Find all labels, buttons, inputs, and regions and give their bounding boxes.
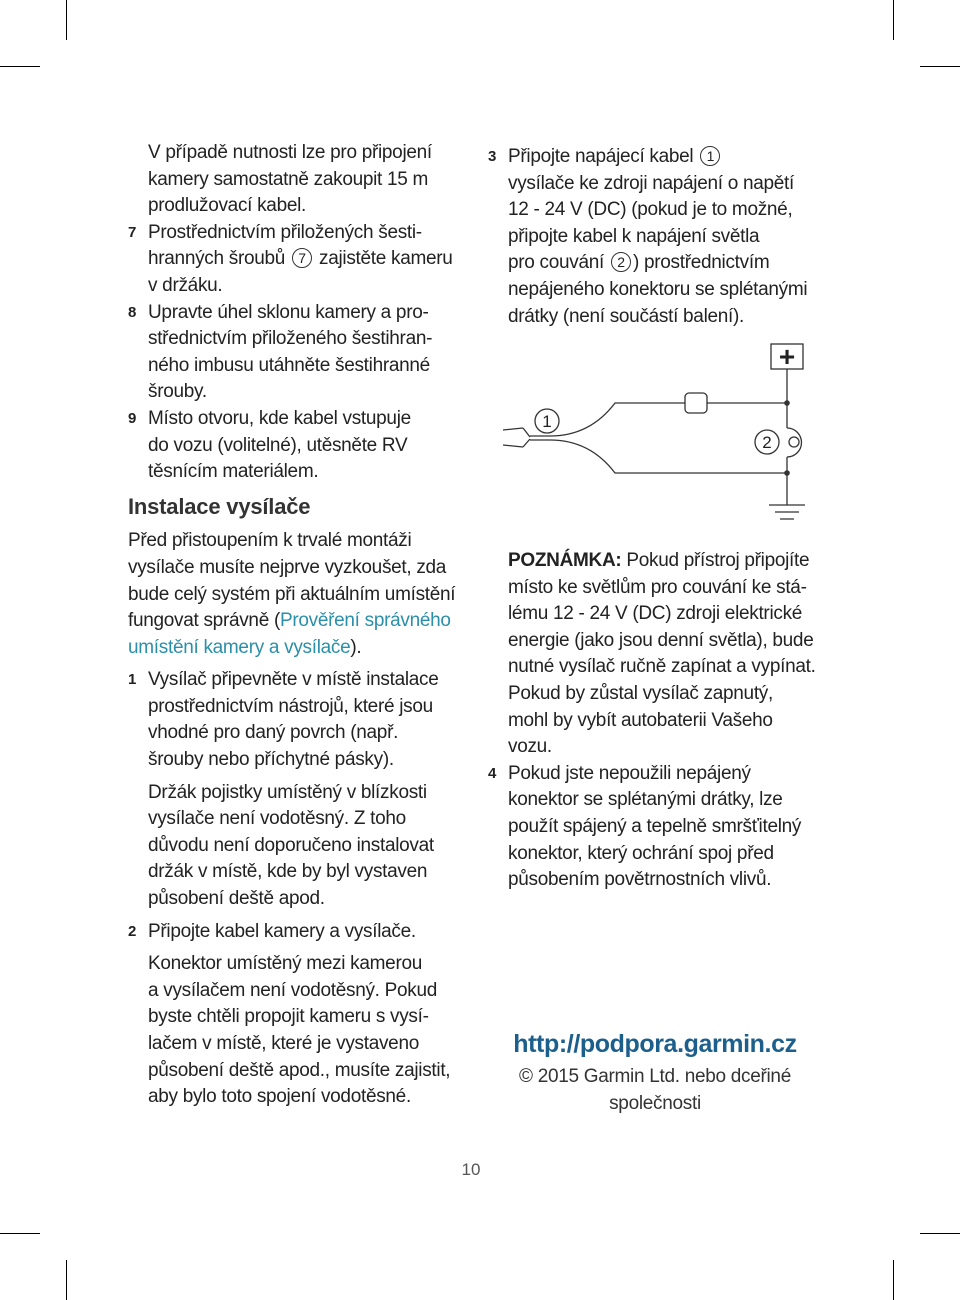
step-3: 3 Připojte napájecí kabel 1 vysílače ke zdroji napájení o napětí 12 - 24 V (DC) (pokud je to možné, připojte kabel k napájení světla pro couvání 2 ) prostřednictvím nepájeného konektoru se splétanými drátky (není součástí balení). xyxy=(488,146,808,327)
callout-marker: 7 xyxy=(292,248,312,268)
note-block: POZNÁMKA: Pokud přístroj připojíte místo ke světlům pro couvání ke stá- lému 12 - 24 V (DC) zdroji elektrické energie (jako jsou denní světla), bude nutné vysílač ručně zapínat a vypínat. Pokud by zůstal vysílač zapnutý, mohl by vybít autobaterii Vašeho vozu. 4 Pokud jste nepoužili nepájený konektor se splétanými drátky, lze použít spájený a tepelně smršťitelný konektor, který ochrání spoj před působením povětrnostních vlivů. xyxy=(488,548,828,894)
section-heading: Instalace vysílače xyxy=(128,493,311,519)
crop-mark xyxy=(920,66,960,67)
callout-label-1: 1 xyxy=(542,412,552,431)
wiring-diagram xyxy=(495,335,825,535)
step-number: 3 xyxy=(488,148,497,165)
intro-text: V případě nutnosti lze pro připojení kamery samostatně zakoupit 15 m prodlužovací kabel. xyxy=(148,142,432,217)
crop-mark xyxy=(893,1260,894,1300)
step-number: 2 xyxy=(128,922,137,940)
step-2: 2 Připojte kabel kamery a vysílače. Konektor umístěný mezi kamerou a vysílačem není vodotěsný. Pokud byste chtěli propojit kameru s vysí- lačem v místě, které je vystaveno působení deště apod., musíte zajistit, aby bylo toto spojení vodotěsné. xyxy=(128,920,451,1108)
callout-marker: 2 xyxy=(611,252,631,272)
step-4: 4 Pokud jste nepoužili nepájený konektor se splétanými drátky, lze použít spájený a tepelně smršťitelný konektor, který ochrání spoj před působením povětrnostních vlivů. xyxy=(488,762,802,891)
crop-mark xyxy=(66,0,67,40)
positive-sign: + xyxy=(778,341,796,372)
crop-mark xyxy=(66,1260,67,1300)
step-number: 8 xyxy=(128,303,137,321)
junction-dot xyxy=(784,470,790,476)
step-9: 9 Místo otvoru, kde kabel vstupuje do vozu (volitelné), utěsněte RV těsnícím materiálem. xyxy=(128,407,411,483)
support-url-link[interactable]: http://podpora.garmin.cz xyxy=(513,1030,797,1058)
step-7: 7 Prostřednictvím přiložených šesti- hranných šroubů 7 zajistěte kameru v držáku. xyxy=(128,221,453,296)
wire-lower xyxy=(530,440,787,473)
step-number: 7 xyxy=(128,223,137,241)
page-number: 10 xyxy=(461,1160,481,1179)
intro-paragraph: Před přistoupením k trvalé montáži vysílače musíte nejprve vyzkoušet, zda bude celý systém při aktuálním umístění fungovat správně (Prověření správného umístění kamery a vysílače). xyxy=(128,530,456,658)
callout-label-2: 2 xyxy=(762,433,772,452)
crop-mark xyxy=(893,0,894,40)
callout-marker: 1 xyxy=(700,146,720,166)
step-number: 4 xyxy=(488,764,497,782)
cross-reference-link[interactable]: Prověření správného xyxy=(279,610,451,632)
ground-symbol xyxy=(769,505,805,519)
right-column xyxy=(488,144,828,330)
copyright-text: © 2015 Garmin Ltd. nebo dceřiné společnosti xyxy=(519,1066,791,1114)
junction-dot xyxy=(784,400,790,406)
left-column xyxy=(128,140,478,1111)
cable-end xyxy=(503,428,530,447)
cross-reference-link[interactable]: umístění kamery a vysílače xyxy=(128,636,351,658)
step-number: 9 xyxy=(128,409,137,427)
step-number: 1 xyxy=(128,671,137,689)
step-1: 1 Vysílač připevněte v místě instalace prostřednictvím nástrojů, které jsou vhodné pro daný povrch (např. šrouby nebo příchytné pásky). Držák pojistky umístěný v blízkosti vysílače není vodotěsný. Z toho důvodu není doporučeno instalovat držák v místě, kde by byl vystaven působení deště apod. xyxy=(128,669,439,910)
crop-mark xyxy=(0,66,40,67)
crop-mark xyxy=(0,1233,40,1234)
crop-mark xyxy=(920,1233,960,1234)
step-8: 8 Upravte úhel sklonu kamery a pro- střednictvím přiloženého šestihran- ného imbusu utáhněte šestihranné šrouby. xyxy=(128,301,433,403)
note-label: POZNÁMKA: xyxy=(508,550,622,571)
fuse-holder xyxy=(685,393,707,413)
footer-block xyxy=(490,1030,820,1117)
